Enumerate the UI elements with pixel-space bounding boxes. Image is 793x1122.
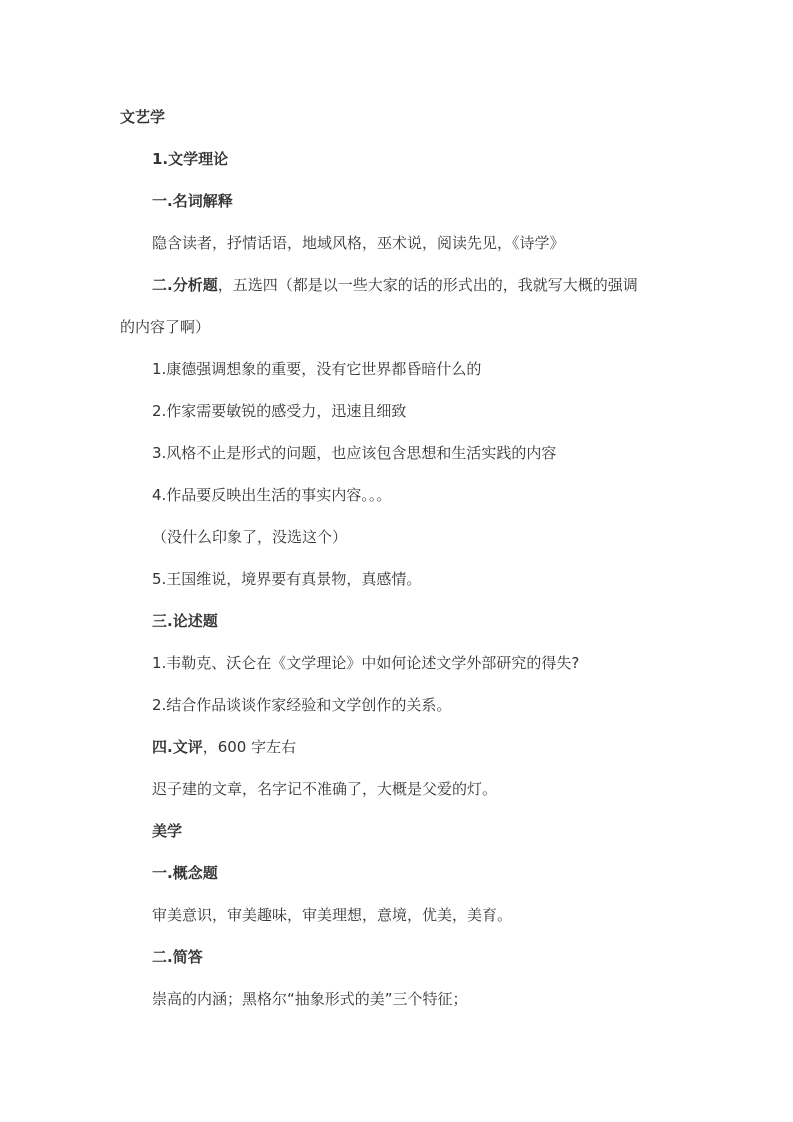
part-heading-term-explanation: 一.名词解释 <box>152 192 233 210</box>
essay-item: 2.结合作品谈谈作家经验和文学创作的关系。 <box>152 696 452 714</box>
document-title: 文艺学 <box>120 108 166 126</box>
analysis-item: 2.作家需要敏锐的感受力，迅速且细致 <box>152 402 407 420</box>
part-heading-review <box>152 737 296 757</box>
analysis-item: 5.王国维说，境界要有真景物，真感情。 <box>152 570 422 588</box>
part-heading-essay: 三.论述题 <box>152 612 218 630</box>
part-heading-analysis <box>152 275 638 295</box>
part-heading-short-answer: 二.简答 <box>152 948 203 966</box>
part-heading-concepts: 一.概念题 <box>152 864 218 882</box>
analysis-item: 4.作品要反映出生活的事实内容。。。 <box>152 486 392 504</box>
term-list: 隐含读者，抒情话语，地域风格，巫术说，阅读先见，《诗学》 <box>152 234 565 252</box>
analysis-item: 1.康德强调想象的重要，没有它世界都昏暗什么的 <box>152 360 482 378</box>
review-content: 迟子建的文章，名字记不准确了，大概是父爱的灯。 <box>152 780 498 798</box>
short-answer-content: 崇高的内涵；黑格尔“抽象形式的美”三个特征； <box>152 990 468 1008</box>
analysis-heading-label: 二.分析题 <box>152 276 218 294</box>
review-heading-label: 四.文评 <box>152 738 203 756</box>
analysis-item: 3.风格不止是形式的问题，也应该包含思想和生活实践的内容 <box>152 444 557 462</box>
analysis-heading-note-continued: 的内容了啊） <box>120 318 211 336</box>
concept-list: 审美意识，审美趣味，审美理想，意境，优美，美育。 <box>152 906 513 924</box>
analysis-item-note: （没什么印象了，没选这个） <box>152 528 348 546</box>
review-heading-note: ，600 字左右 <box>202 738 297 756</box>
essay-item: 1.韦勒克、沃仑在《文学理论》中如何论述文学外部研究的得失? <box>152 654 580 672</box>
section-heading-literary-theory: 1.文学理论 <box>152 150 229 168</box>
analysis-heading-note: ，五选四（都是以一些大家的话的形式出的，我就写大概的强调 <box>217 276 638 294</box>
section-heading-aesthetics: 美学 <box>152 822 183 840</box>
